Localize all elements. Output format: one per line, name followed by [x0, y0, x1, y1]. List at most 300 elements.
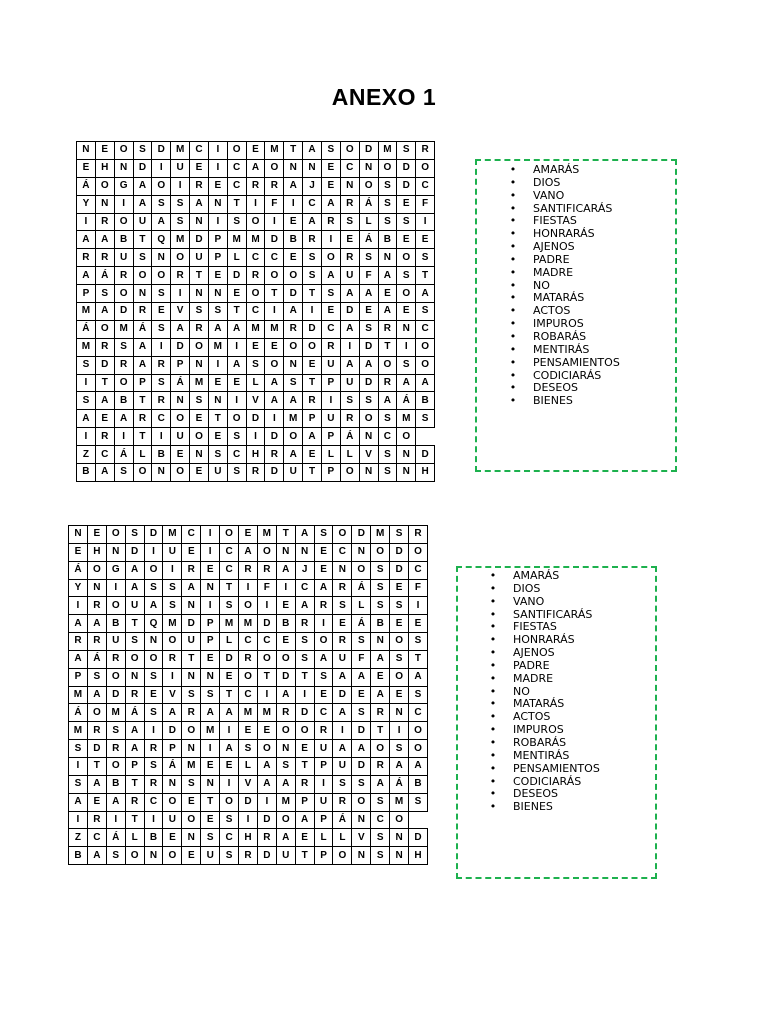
grid-cell: S	[416, 410, 435, 428]
grid-cell: Q	[144, 615, 163, 633]
grid-cell: B	[69, 847, 88, 865]
grid-cell: I	[69, 757, 88, 775]
grid-cell: S	[208, 303, 227, 321]
grid-cell: E	[201, 561, 220, 579]
grid-cell: S	[340, 392, 359, 410]
grid-cell: A	[133, 338, 152, 356]
grid-cell: S	[144, 757, 163, 775]
bullet-icon: •	[509, 265, 517, 279]
grid-cell: I	[152, 159, 171, 177]
grid-row	[69, 793, 428, 811]
bullet-icon: •	[489, 646, 497, 660]
grid-cell: U	[114, 249, 133, 267]
grid-cell: S	[303, 249, 322, 267]
grid-cell: I	[77, 374, 96, 392]
grid-cell: A	[314, 579, 333, 597]
grid-cell: R	[95, 428, 114, 446]
grid-cell: O	[239, 597, 258, 615]
grid-cell: N	[95, 195, 114, 213]
grid-cell: E	[321, 303, 340, 321]
grid-cell: V	[239, 775, 258, 793]
grid-cell: C	[239, 633, 258, 651]
grid-cell: M	[69, 722, 88, 740]
grid-cell: S	[227, 428, 246, 446]
grid-cell: S	[295, 633, 314, 651]
grid-cell: U	[163, 543, 182, 561]
grid-cell: I	[246, 428, 265, 446]
grid-cell: N	[144, 633, 163, 651]
grid-cell: S	[276, 757, 295, 775]
grid-cell: A	[378, 392, 397, 410]
grid-cell: A	[409, 668, 428, 686]
grid-cell: C	[314, 704, 333, 722]
grid-cell: C	[378, 428, 397, 446]
grid-cell: E	[314, 543, 333, 561]
grid-cell: N	[208, 195, 227, 213]
grid-cell: E	[321, 177, 340, 195]
word-label: IMPUROS	[533, 317, 584, 331]
grid-cell: I	[239, 811, 258, 829]
grid-cell: Á	[69, 561, 88, 579]
grid-cell: O	[416, 356, 435, 374]
grid-cell: A	[114, 410, 133, 428]
grid-cell: I	[321, 231, 340, 249]
grid-cell: U	[133, 213, 152, 231]
grid-cell: S	[152, 320, 171, 338]
word-label: NO	[533, 278, 550, 292]
grid-cell: M	[77, 338, 96, 356]
grid-cell: E	[163, 829, 182, 847]
word-label: DIOS	[513, 581, 541, 595]
grid-cell: E	[95, 410, 114, 428]
grid-cell: A	[359, 285, 378, 303]
grid-cell: R	[106, 740, 125, 758]
grid-cell: Á	[340, 428, 359, 446]
grid-cell: L	[333, 829, 352, 847]
grid-cell: E	[314, 686, 333, 704]
grid-cell: E	[321, 159, 340, 177]
grid-cell: M	[246, 231, 265, 249]
grid-cell: N	[106, 543, 125, 561]
grid-cell: A	[276, 561, 295, 579]
grid-cell: O	[284, 267, 303, 285]
grid-cell: A	[125, 561, 144, 579]
grid-cell: B	[284, 231, 303, 249]
grid-cell: R	[133, 303, 152, 321]
grid-cell: T	[125, 775, 144, 793]
grid-cell: I	[114, 195, 133, 213]
grid-cell: O	[359, 177, 378, 195]
grid-cell: I	[171, 285, 190, 303]
grid-row	[69, 757, 428, 775]
grid-cell: R	[182, 561, 201, 579]
grid-cell: A	[69, 650, 88, 668]
grid-cell: A	[284, 392, 303, 410]
grid-cell: S	[77, 392, 96, 410]
grid-cell: O	[284, 428, 303, 446]
grid-cell: S	[171, 195, 190, 213]
word-label: PADRE	[533, 252, 570, 266]
grid-cell: S	[152, 195, 171, 213]
grid-cell: R	[371, 757, 390, 775]
grid-cell: C	[340, 159, 359, 177]
grid-cell: A	[182, 579, 201, 597]
grid-cell: H	[87, 543, 106, 561]
bullet-icon: •	[509, 214, 517, 228]
grid-cell: T	[378, 338, 397, 356]
grid-cell: R	[87, 811, 106, 829]
bullet-icon: •	[509, 342, 517, 356]
grid-cell: P	[125, 757, 144, 775]
grid-cell: D	[190, 231, 209, 249]
grid-cell: A	[340, 320, 359, 338]
bullet-icon: •	[509, 201, 517, 215]
grid-cell: H	[239, 829, 258, 847]
grid-cell: B	[409, 775, 428, 793]
grid-cell: S	[77, 356, 96, 374]
grid-cell: O	[352, 561, 371, 579]
grid-cell: D	[239, 793, 258, 811]
grid-cell: D	[133, 159, 152, 177]
word-label: MENTIRÁS	[533, 342, 590, 356]
grid-cell: D	[352, 722, 371, 740]
grid-cell: I	[314, 775, 333, 793]
grid-cell: D	[152, 142, 171, 160]
grid-cell: N	[359, 159, 378, 177]
grid-cell: E	[87, 526, 106, 544]
grid-cell: N	[201, 668, 220, 686]
grid-cell: D	[114, 303, 133, 321]
word-list-item	[508, 267, 620, 280]
grid-row	[77, 410, 435, 428]
grid-cell: R	[284, 320, 303, 338]
grid-cell: R	[77, 249, 96, 267]
grid-cell: Á	[352, 579, 371, 597]
grid-cell: S	[144, 704, 163, 722]
grid-cell: S	[125, 526, 144, 544]
grid-cell: N	[371, 633, 390, 651]
grid-cell: A	[133, 195, 152, 213]
grid-cell: T	[257, 668, 276, 686]
grid-row	[69, 722, 428, 740]
grid-cell: P	[321, 428, 340, 446]
grid-cell: P	[69, 668, 88, 686]
grid-cell: O	[133, 464, 152, 482]
grid-cell: S	[397, 267, 416, 285]
grid-cell: A	[321, 267, 340, 285]
grid-cell: Á	[77, 320, 96, 338]
grid-cell: O	[397, 249, 416, 267]
grid-cell: S	[163, 579, 182, 597]
grid-cell: S	[359, 392, 378, 410]
grid-cell: D	[340, 303, 359, 321]
grid-cell: N	[163, 775, 182, 793]
grid-cell: O	[227, 410, 246, 428]
grid-cell: E	[378, 285, 397, 303]
grid-cell: C	[220, 829, 239, 847]
grid-cell: E	[190, 159, 209, 177]
grid-cell: T	[295, 668, 314, 686]
grid-cell: Á	[390, 775, 409, 793]
grid-row	[69, 597, 428, 615]
grid-cell: R	[314, 722, 333, 740]
grid-cell: I	[106, 579, 125, 597]
grid-cell: R	[95, 249, 114, 267]
grid-cell: S	[133, 142, 152, 160]
grid-cell: E	[265, 338, 284, 356]
grid-cell: T	[303, 464, 322, 482]
grid-cell: N	[201, 775, 220, 793]
bullet-icon: •	[509, 317, 517, 331]
bullet-icon: •	[489, 787, 497, 801]
grid-cell: I	[152, 428, 171, 446]
grid-cell: I	[171, 177, 190, 195]
grid-cell: N	[190, 356, 209, 374]
word-label: MADRE	[533, 265, 574, 279]
grid-cell: T	[133, 428, 152, 446]
word-label: SANTIFICARÁS	[533, 201, 613, 215]
grid-cell: E	[220, 668, 239, 686]
grid-cell: N	[87, 579, 106, 597]
grid-cell: O	[359, 410, 378, 428]
grid-cell: L	[314, 829, 333, 847]
grid-cell: R	[295, 775, 314, 793]
grid-cell: I	[208, 356, 227, 374]
grid-cell: R	[171, 267, 190, 285]
grid-cell: B	[152, 446, 171, 464]
grid-row	[69, 847, 428, 865]
grid-row	[77, 338, 435, 356]
grid-cell: A	[303, 142, 322, 160]
grid-row	[69, 775, 428, 793]
grid-cell: D	[171, 338, 190, 356]
bullet-icon: •	[509, 304, 517, 318]
grid-cell: R	[114, 356, 133, 374]
grid-cell: N	[397, 320, 416, 338]
grid-cell: A	[303, 428, 322, 446]
grid-cell: D	[333, 686, 352, 704]
grid-cell: M	[69, 686, 88, 704]
grid-cell: A	[246, 159, 265, 177]
word-label: DESEOS	[513, 787, 558, 801]
word-list-box	[456, 566, 657, 879]
word-label: BIENES	[533, 394, 573, 408]
grid-cell: O	[378, 356, 397, 374]
grid-cell: U	[276, 847, 295, 865]
grid-cell: N	[340, 177, 359, 195]
grid-cell: F	[416, 195, 435, 213]
grid-cell: U	[171, 159, 190, 177]
grid-cell: I	[77, 428, 96, 446]
grid-cell: N	[201, 579, 220, 597]
grid-cell: O	[114, 374, 133, 392]
grid-cell: O	[125, 650, 144, 668]
bullet-icon: •	[509, 188, 517, 202]
grid-cell: S	[227, 213, 246, 231]
grid-cell: S	[378, 177, 397, 195]
grid-cell: J	[303, 177, 322, 195]
grid-cell: A	[378, 303, 397, 321]
grid-cell: I	[295, 686, 314, 704]
bullet-icon: •	[509, 175, 517, 189]
grid-cell: E	[152, 303, 171, 321]
grid-cell: I	[284, 195, 303, 213]
bullet-icon: •	[509, 163, 517, 176]
grid-cell: A	[239, 543, 258, 561]
grid-cell: I	[144, 543, 163, 561]
grid-cell: S	[227, 464, 246, 482]
grid-cell: T	[133, 392, 152, 410]
grid-cell: Q	[152, 231, 171, 249]
grid-cell: M	[208, 338, 227, 356]
grid-cell: O	[144, 561, 163, 579]
word-search-grid	[68, 525, 428, 865]
grid-cell: I	[208, 159, 227, 177]
grid-cell: M	[163, 526, 182, 544]
grid-cell: C	[239, 686, 258, 704]
grid-cell: O	[409, 740, 428, 758]
grid-cell: E	[144, 686, 163, 704]
grid-cell: O	[416, 338, 435, 356]
grid-cell: B	[416, 392, 435, 410]
grid-cell: R	[416, 142, 435, 160]
grid-cell: D	[125, 543, 144, 561]
grid-cell: E	[390, 686, 409, 704]
grid-cell: M	[257, 526, 276, 544]
grid-cell: M	[106, 704, 125, 722]
grid-cell: S	[220, 597, 239, 615]
grid-cell: D	[416, 446, 435, 464]
word-label: VANO	[513, 594, 545, 608]
grid-cell: R	[371, 704, 390, 722]
bullet-icon: •	[489, 594, 497, 608]
grid-cell: T	[227, 303, 246, 321]
grid-cell: N	[190, 213, 209, 231]
grid-cell: E	[303, 356, 322, 374]
grid-cell: C	[409, 561, 428, 579]
grid-row	[77, 177, 435, 195]
grid-cell: P	[321, 464, 340, 482]
grid-cell: R	[303, 231, 322, 249]
grid-cell: E	[397, 195, 416, 213]
grid-cell: U	[284, 464, 303, 482]
grid-cell: O	[371, 543, 390, 561]
grid-cell: A	[77, 267, 96, 285]
grid-cell: A	[284, 303, 303, 321]
grid-cell: O	[95, 320, 114, 338]
grid-cell: A	[87, 775, 106, 793]
grid-cell: O	[276, 811, 295, 829]
grid-cell: M	[114, 320, 133, 338]
grid-cell: P	[314, 811, 333, 829]
grid-cell: P	[201, 633, 220, 651]
grid-cell: T	[265, 285, 284, 303]
word-list-item	[488, 673, 600, 686]
grid-cell: S	[201, 686, 220, 704]
grid-cell: A	[371, 650, 390, 668]
grid-cell: R	[333, 633, 352, 651]
grid-row	[69, 633, 428, 651]
grid-cell: S	[321, 142, 340, 160]
grid-row	[77, 464, 435, 482]
grid-cell: O	[87, 561, 106, 579]
grid-cell: D	[359, 374, 378, 392]
grid-cell: S	[314, 668, 333, 686]
grid-cell: M	[284, 410, 303, 428]
word-label: AJENOS	[533, 240, 575, 254]
grid-cell: S	[69, 775, 88, 793]
grid-cell: I	[220, 722, 239, 740]
grid-cell: N	[69, 526, 88, 544]
grid-cell: B	[114, 392, 133, 410]
grid-cell: D	[359, 338, 378, 356]
grid-cell: S	[378, 213, 397, 231]
bullet-icon: •	[509, 227, 517, 241]
grid-cell: S	[182, 775, 201, 793]
grid-cell: T	[276, 526, 295, 544]
grid-cell: I	[397, 338, 416, 356]
grid-cell: S	[239, 740, 258, 758]
grid-cell: S	[359, 249, 378, 267]
grid-cell: E	[276, 633, 295, 651]
grid-cell: O	[125, 847, 144, 865]
bullet-icon: •	[509, 394, 517, 408]
grid-cell: Á	[69, 704, 88, 722]
grid-cell: E	[208, 428, 227, 446]
grid-cell: R	[246, 267, 265, 285]
bullet-icon: •	[489, 800, 497, 814]
grid-cell: B	[144, 829, 163, 847]
grid-cell: E	[227, 374, 246, 392]
grid-cell: E	[208, 177, 227, 195]
grid-cell: A	[409, 757, 428, 775]
grid-cell: P	[201, 615, 220, 633]
grid-cell: S	[340, 213, 359, 231]
grid-cell: S	[295, 650, 314, 668]
grid-cell: R	[295, 615, 314, 633]
word-label: MENTIRÁS	[513, 748, 570, 762]
grid-cell: C	[246, 249, 265, 267]
grid-row	[77, 374, 435, 392]
grid-cell: A	[95, 392, 114, 410]
grid-cell: D	[106, 686, 125, 704]
grid-cell: A	[133, 177, 152, 195]
grid-cell: R	[152, 356, 171, 374]
grid-cell: N	[182, 597, 201, 615]
word-list-box	[475, 159, 677, 472]
grid-cell: O	[239, 668, 258, 686]
grid-cell: L	[340, 446, 359, 464]
grid-cell: E	[201, 757, 220, 775]
grid-cell: S	[352, 704, 371, 722]
grid-cell: Á	[106, 829, 125, 847]
grid-cell: A	[333, 740, 352, 758]
grid-cell: A	[333, 668, 352, 686]
grid-cell: D	[220, 650, 239, 668]
grid-cell: A	[295, 597, 314, 615]
grid-cell: A	[227, 356, 246, 374]
grid-cell: R	[239, 847, 258, 865]
grid-row	[77, 428, 435, 446]
grid-cell: C	[409, 704, 428, 722]
grid-cell: M	[257, 704, 276, 722]
grid-cell: I	[303, 303, 322, 321]
grid-cell: H	[95, 159, 114, 177]
grid-cell: A	[359, 356, 378, 374]
grid-cell: I	[201, 740, 220, 758]
grid-cell: R	[333, 579, 352, 597]
grid-cell: E	[246, 142, 265, 160]
